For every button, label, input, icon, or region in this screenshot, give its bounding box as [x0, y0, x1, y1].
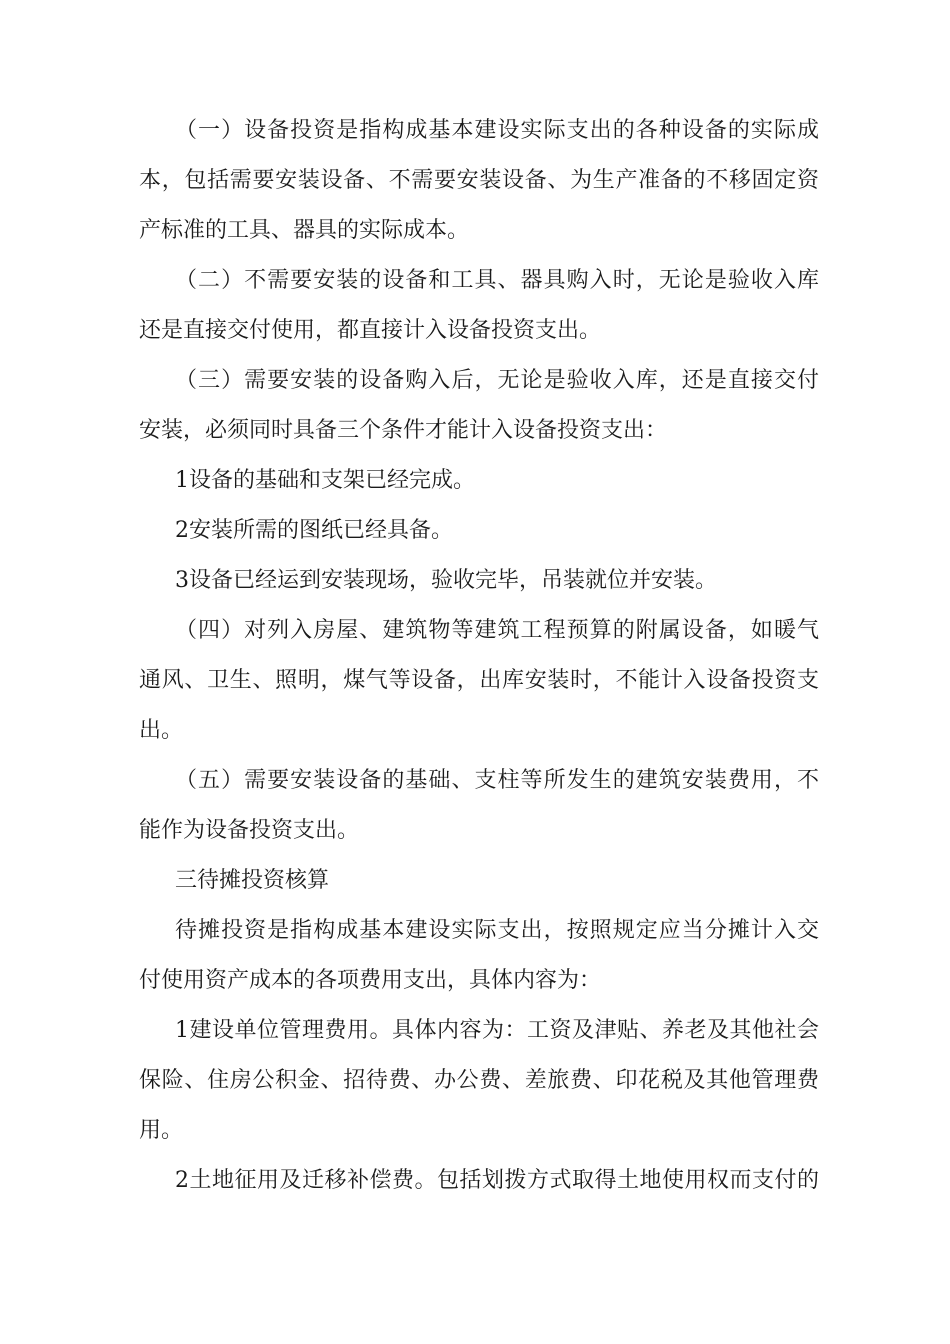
paragraph-4-line-1: （四）对列入房屋、建筑物等建筑工程预算的附属设备，如暖气	[175, 618, 819, 643]
paragraph-7-line-1: 1建设单位管理费用。具体内容为：工资及津贴、养老及其他社会	[175, 1018, 819, 1043]
paragraph-6-line-2: 付使用资产成本的各项费用支出，具体内容为：	[139, 968, 602, 993]
paragraph-4-line-2: 通风、卫生、照明，煤气等设备，出库安装时，不能计入设备投资支	[139, 668, 819, 693]
paragraph-6-line-1: 待摊投资是指构成基本建设实际支出，按照规定应当分摊计入交	[175, 918, 819, 943]
section-heading: 三待摊投资核算	[175, 868, 330, 893]
paragraph-8-line-1: 2土地征用及迁移补偿费。包括划拨方式取得土地使用权而支付的	[175, 1168, 819, 1193]
list-item-1: 1设备的基础和支架已经完成。	[175, 468, 475, 493]
paragraph-3-line-2: 安装，必须同时具备三个条件才能计入设备投资支出：	[139, 418, 668, 443]
paragraph-3-line-1: （三）需要安装的设备购入后，无论是验收入库，还是直接交付	[175, 368, 819, 393]
paragraph-1-line-2: 本，包括需要安装设备、不需要安装设备、为生产准备的不移固定资	[139, 168, 819, 193]
paragraph-5-line-1: （五）需要安装设备的基础、支柱等所发生的建筑安装费用，不	[175, 768, 819, 793]
paragraph-1-line-1: （一）设备投资是指构成基本建设实际支出的各种设备的实际成	[175, 118, 819, 143]
list-item-3: 3设备已经运到安装现场，验收完毕，吊装就位并安装。	[175, 568, 717, 593]
paragraph-5-line-2: 能作为设备投资支出。	[139, 818, 360, 843]
paragraph-4-line-3: 出。	[139, 718, 184, 743]
paragraph-7-line-2: 保险、住房公积金、招待费、办公费、差旅费、印花税及其他管理费	[139, 1068, 819, 1093]
paragraph-7-line-3: 用。	[139, 1118, 184, 1143]
paragraph-2-line-1: （二）不需要安装的设备和工具、器具购入时，无论是验收入库	[175, 268, 819, 293]
paragraph-2-line-2: 还是直接交付使用，都直接计入设备投资支出。	[139, 318, 602, 343]
paragraph-1-line-3: 产标准的工具、器具的实际成本。	[139, 218, 470, 243]
list-item-2: 2安装所需的图纸已经具备。	[175, 518, 453, 543]
